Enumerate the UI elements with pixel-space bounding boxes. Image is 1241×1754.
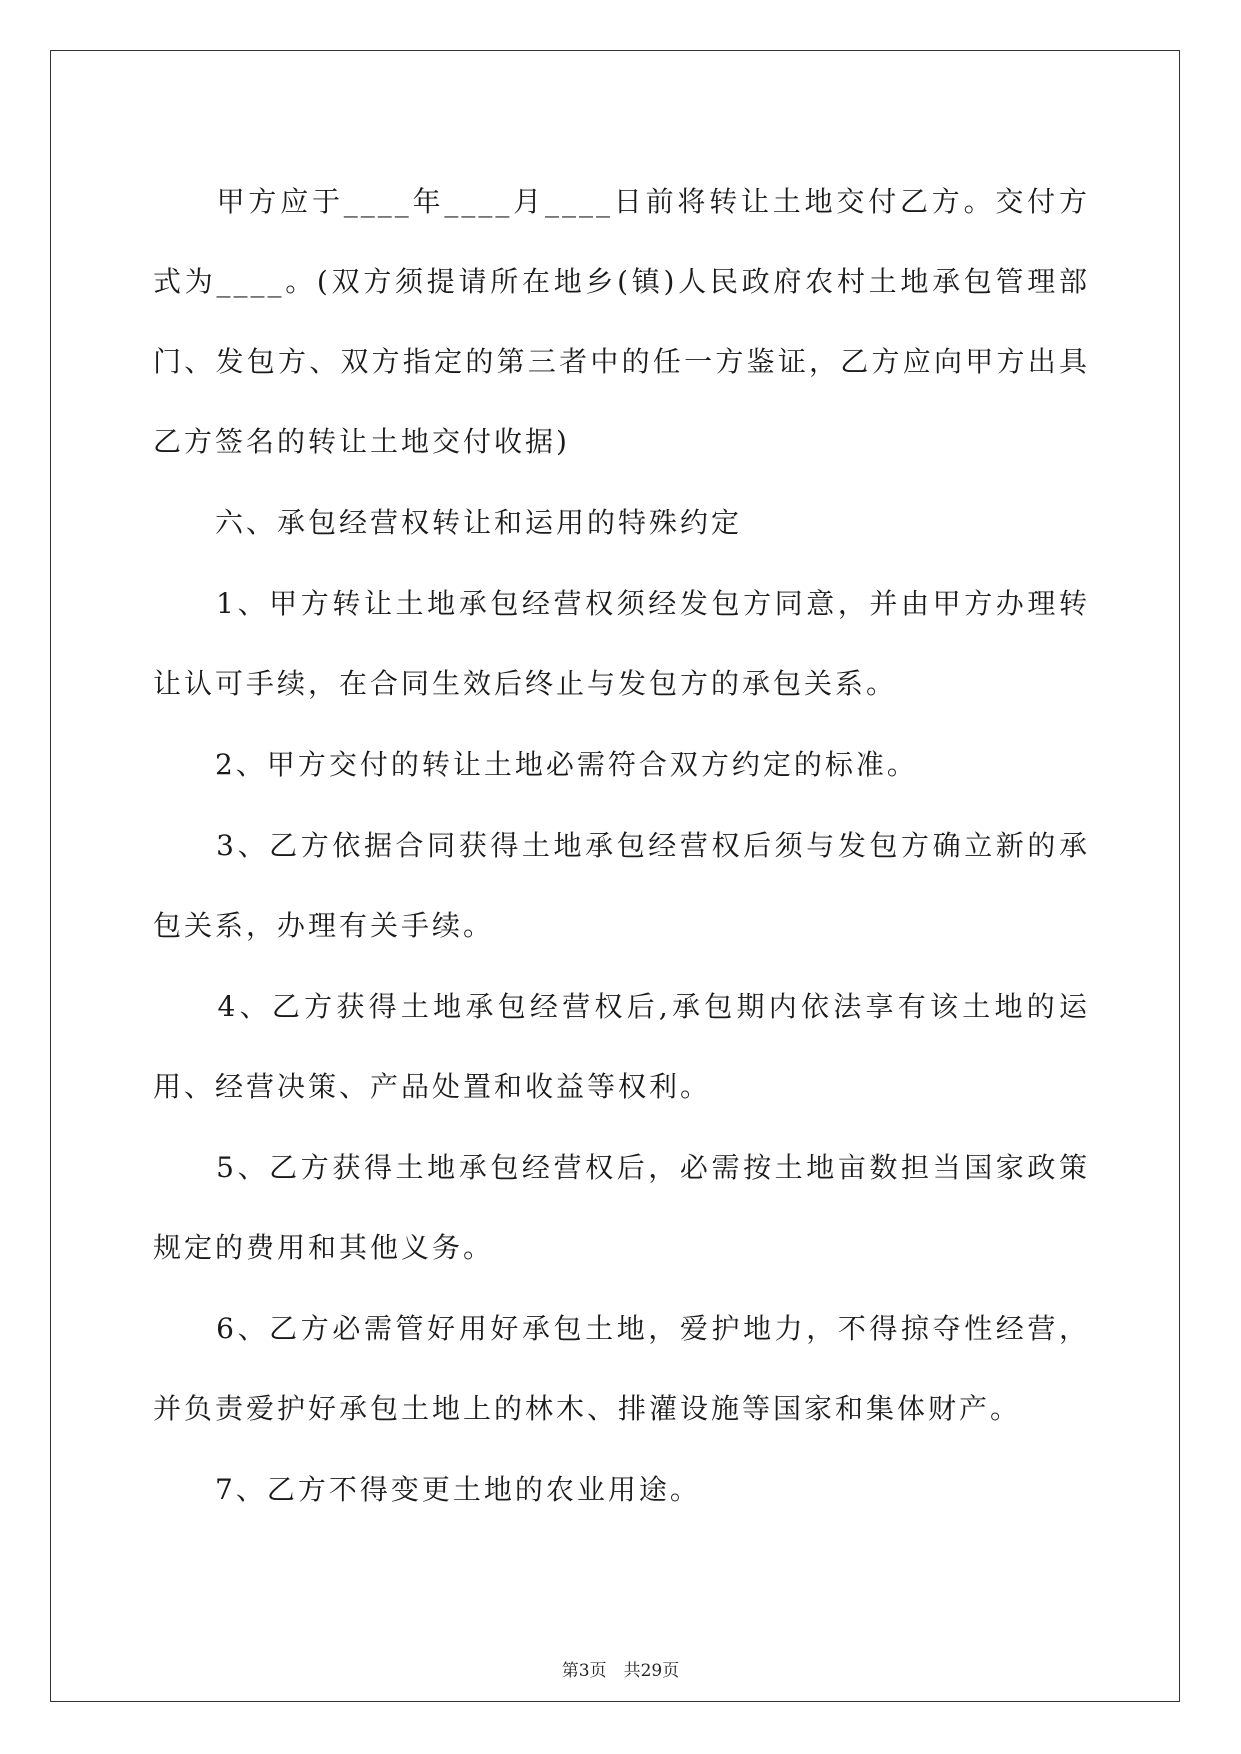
clause-1: 1、甲方转让土地承包经营权须经发包方同意，并由甲方办理转让认可手续，在合同生效后终止与发包方的承包关系。: [153, 587, 1090, 700]
clause-3: 3、乙方依据合同获得土地承包经营权后须与发包方确立新的承包关系，办理有关手续。: [153, 829, 1090, 942]
paragraph-delivery-terms: 甲方应于____年____月____日前将转让土地交付乙方。交付方式为____。(双方须提请所在地乡(镇)人民政府农村土地承包管理部门、发包方、双方指定的第三者中的任一方鉴证，乙方应向甲方出具乙方签名的转让土地交付收据): [153, 185, 1090, 458]
clause-7: 7、乙方不得变更土地的农业用途。: [153, 1473, 701, 1506]
section-heading-six: 六、承包经营权转让和运用的特殊约定: [153, 506, 743, 539]
page-number-footer: 第3页 共29页: [561, 1661, 680, 1681]
clause-4: 4、乙方获得土地承包经营权后,承包期内依法享有该土地的运用、经营决策、产品处置和收益等权利。: [153, 990, 1090, 1103]
document-body: [153, 162, 1090, 1531]
clause-5: 5、乙方获得土地承包经营权后，必需按土地亩数担当国家政策规定的费用和其他义务。: [153, 1151, 1090, 1264]
clause-2: 2、甲方交付的转让土地必需符合双方约定的标准。: [153, 748, 918, 781]
clause-6: 6、乙方必需管好用好承包土地，爱护地力，不得掠夺性经营，并负责爱护好承包土地上的林木、排灌设施等国家和集体财产。: [153, 1312, 1090, 1425]
